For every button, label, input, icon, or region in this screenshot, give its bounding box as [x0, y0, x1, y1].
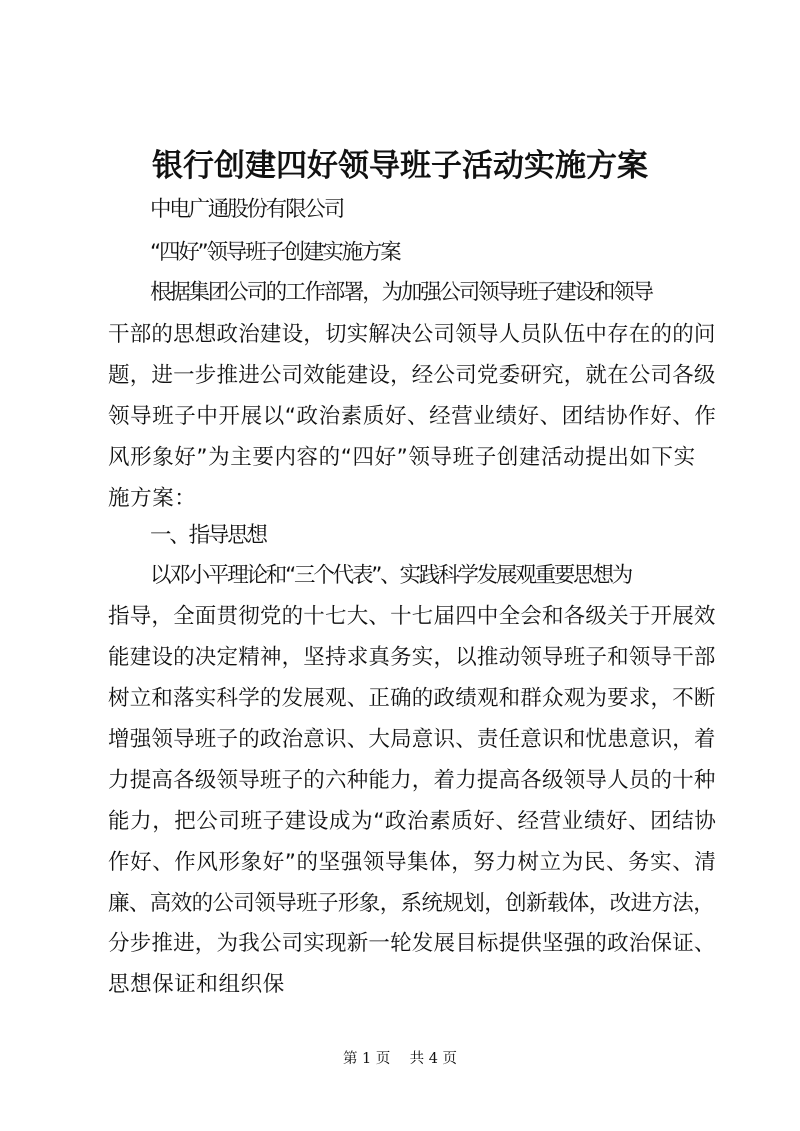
body-line: 增强领导班子的政治意识、大局意识、责任意识和忧患意识，着 [108, 727, 716, 752]
body-line: 力提高各级领导班子的六种能力，着力提高各级领导人员的十种 [108, 768, 716, 793]
body-line: 作好、作风形象好”的坚强领导集体，努力树立为民、务实、清 [108, 850, 717, 875]
body-line: 分步推进，为我公司实现新一轮发展目标提供坚强的政治保证、 [108, 931, 716, 956]
body-line: 能力，把公司班子建设成为“政治素质好、经营业绩好、团结协 [108, 809, 717, 834]
intro-line: 根据集团公司的工作部署，为加强公司领导班子建设和领导 [150, 280, 652, 305]
body-line: 以邓小平理论和“三个代表”、实践科学发展观重要思想为 [150, 563, 632, 588]
page-footer [0, 1047, 800, 1068]
intro-line: 干部的思想政治建设，切实解决公司领导人员队伍中存在的的问 [108, 322, 716, 347]
intro-line: 施方案： [108, 486, 197, 511]
intro-line: 领导班子中开展以“政治素质好、经营业绩好、团结协作好、作 [108, 404, 717, 429]
page-total: 共 4 页 [409, 1051, 458, 1067]
section-heading: 一、指导思想 [150, 523, 266, 548]
body-line: 思想保证和组织保 [108, 972, 285, 997]
document-subtitle: “四好”领导班子创建实施方案 [150, 240, 400, 265]
company-name: 中电广通股份有限公司 [150, 197, 344, 222]
intro-line: 题，进一步推进公司效能建设，经公司党委研究，就在公司各级 [108, 363, 716, 388]
body-line: 能建设的决定精神，坚持求真务实，以推动领导班子和领导干部 [108, 645, 716, 670]
page-number: 第 1 页 [342, 1051, 391, 1067]
body-line: 廉、高效的公司领导班子形象，系统规划，创新载体，改进方法， [108, 891, 715, 916]
body-line: 树立和落实科学的发展观、正确的政绩观和群众观为要求，不断 [108, 686, 716, 711]
intro-line: 风形象好”为主要内容的“四好”领导班子创建活动提出如下实 [108, 445, 696, 470]
document-title: 银行创建四好领导班子活动实施方案 [152, 148, 648, 184]
body-line: 指导，全面贯彻党的十七大、十七届四中全会和各级关于开展效 [108, 604, 716, 629]
